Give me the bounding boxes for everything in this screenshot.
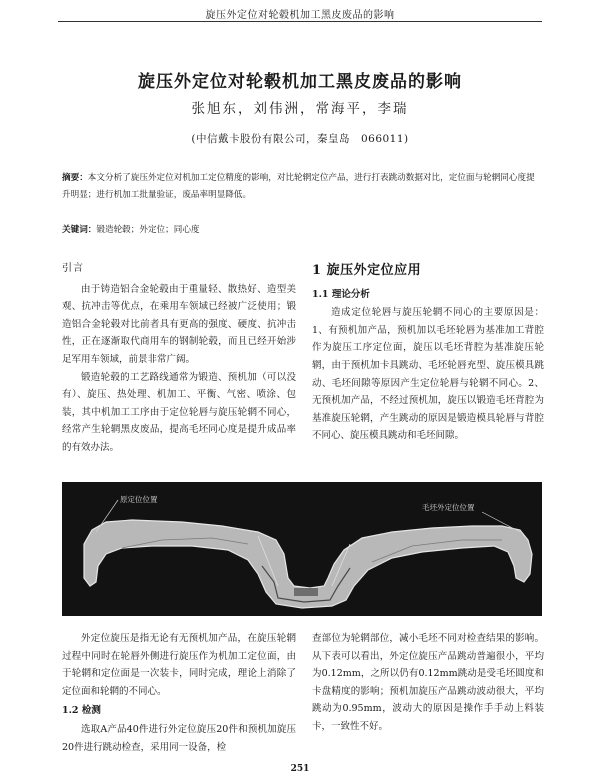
paper-affiliation: (中信戴卡股份有限公司，秦皇岛 066011) [191,133,409,145]
subsection-1-1-heading: 1.1 理论分析 [312,288,370,300]
abstract-label: 摘要： [62,173,88,183]
header-rule [58,21,542,22]
page-number: 251 [290,764,310,774]
abstract-text: 本文分析了旋压外定位对机加工定位精度的影响，对比轮辋定位产品，进行打表跳动数据对比，定位面与轮辋同心度提升明显；进行机加工批量验证，废品率明显降低。 [62,173,535,200]
intro-column [62,260,296,457]
runout-results-paragraph: 查部位为轮辋部位，减小毛坯不同对检查结果的影响。从下表可以看出，外定位旋压产品跳动普遍很小，平均为0.12mm，之所以仍有0.12mm跳动是受毛坯圆度和卡盘精度的影响；预机加旋压产品跳动波动很大，平均跳动为0.95mm，波动大的原因是操作手手动上料装卡，一致性不好。 [312,633,544,732]
figure-label-right: 毛坯外定位位置 [422,503,475,512]
figure-label-left: 原定位位置 [120,495,158,504]
subsection-1-2-heading: 1.2 检测 [62,705,101,717]
running-head: 旋压外定位对轮毂机加工黑皮废品的影响 [205,10,395,21]
paper-authors: 张旭东，刘伟洲，常海平，李瑞 [191,101,409,117]
outer-positioning-paragraph: 外定位旋压是指无论有无预机加产品，在旋压轮辋过程中同时在轮唇外侧进行旋压作为机加工定位面，由于轮辋和定位面是一次装卡，同时完成，理论上消除了定位面和轮辋的不同心。 [62,633,296,697]
abstract [62,170,542,204]
bottom-right-column [312,630,544,736]
intro-paragraph-2: 锻造轮毂的工艺路线通常为锻造、预机加（可以没有）、旋压、热处理、机加工、平衡、气密、喷涂、包装，其中机加工工序由于定位轮唇与旋压轮辋不同心，经常产生轮辋黑皮废品，提高毛坯同心度是提升成品率的有效办法。 [62,371,296,453]
bottom-left-column [62,630,296,756]
keywords [62,222,542,239]
keywords-text: 锻造轮毂；外定位；同心度 [96,225,200,235]
intro-heading: 引言 [62,263,84,274]
section-1-column [312,262,544,445]
section-1-heading: 1 旋压外定位应用 [312,263,422,278]
keywords-label: 关键词： [62,225,97,235]
intro-paragraph-1: 由于铸造铝合金轮毂由于重量轻、散热好、造型美观、抗冲击等优点，在乘用车领域已经被广泛使用；锻造铝合金轮毂对比前者具有更高的强度、硬度、抗冲击性，正在逐渐取代商用车的钢制轮毂，而且已经开始涉足军用车领域，前景非常广阔。 [62,283,296,365]
paper-title: 旋压外定位对轮毂机加工黑皮废品的影响 [138,72,462,92]
subsection-1-1-text: 造成定位轮唇与旋压轮辋不同心的主要原因是：1、有预机加产品，预机加以毛坯轮唇为基准加工背腔作为旋压工序定位面，旋压以毛坯背腔为基准旋压轮辋，由于预机加卡具跳动、毛坯轮唇充型、旋压模具跳动、毛坯间隙等原因产生定位轮唇与轮辋不同心。2、无预机加产品，不经过预机加，旋压以锻造毛坯背腔为基准旋压轮辋，产生跳动的原因是锻造模具轮唇与背腔不同心、旋压模具跳动和毛坯间隙。 [312,307,544,442]
inspection-paragraph: 选取A产品40件进行外定位旋压20件和预机加旋压20件进行跳动检查，采用同一设备，检 [62,723,296,753]
wheel-cross-section-drawing [62,482,542,616]
wheel-cross-section-figure [62,482,542,616]
